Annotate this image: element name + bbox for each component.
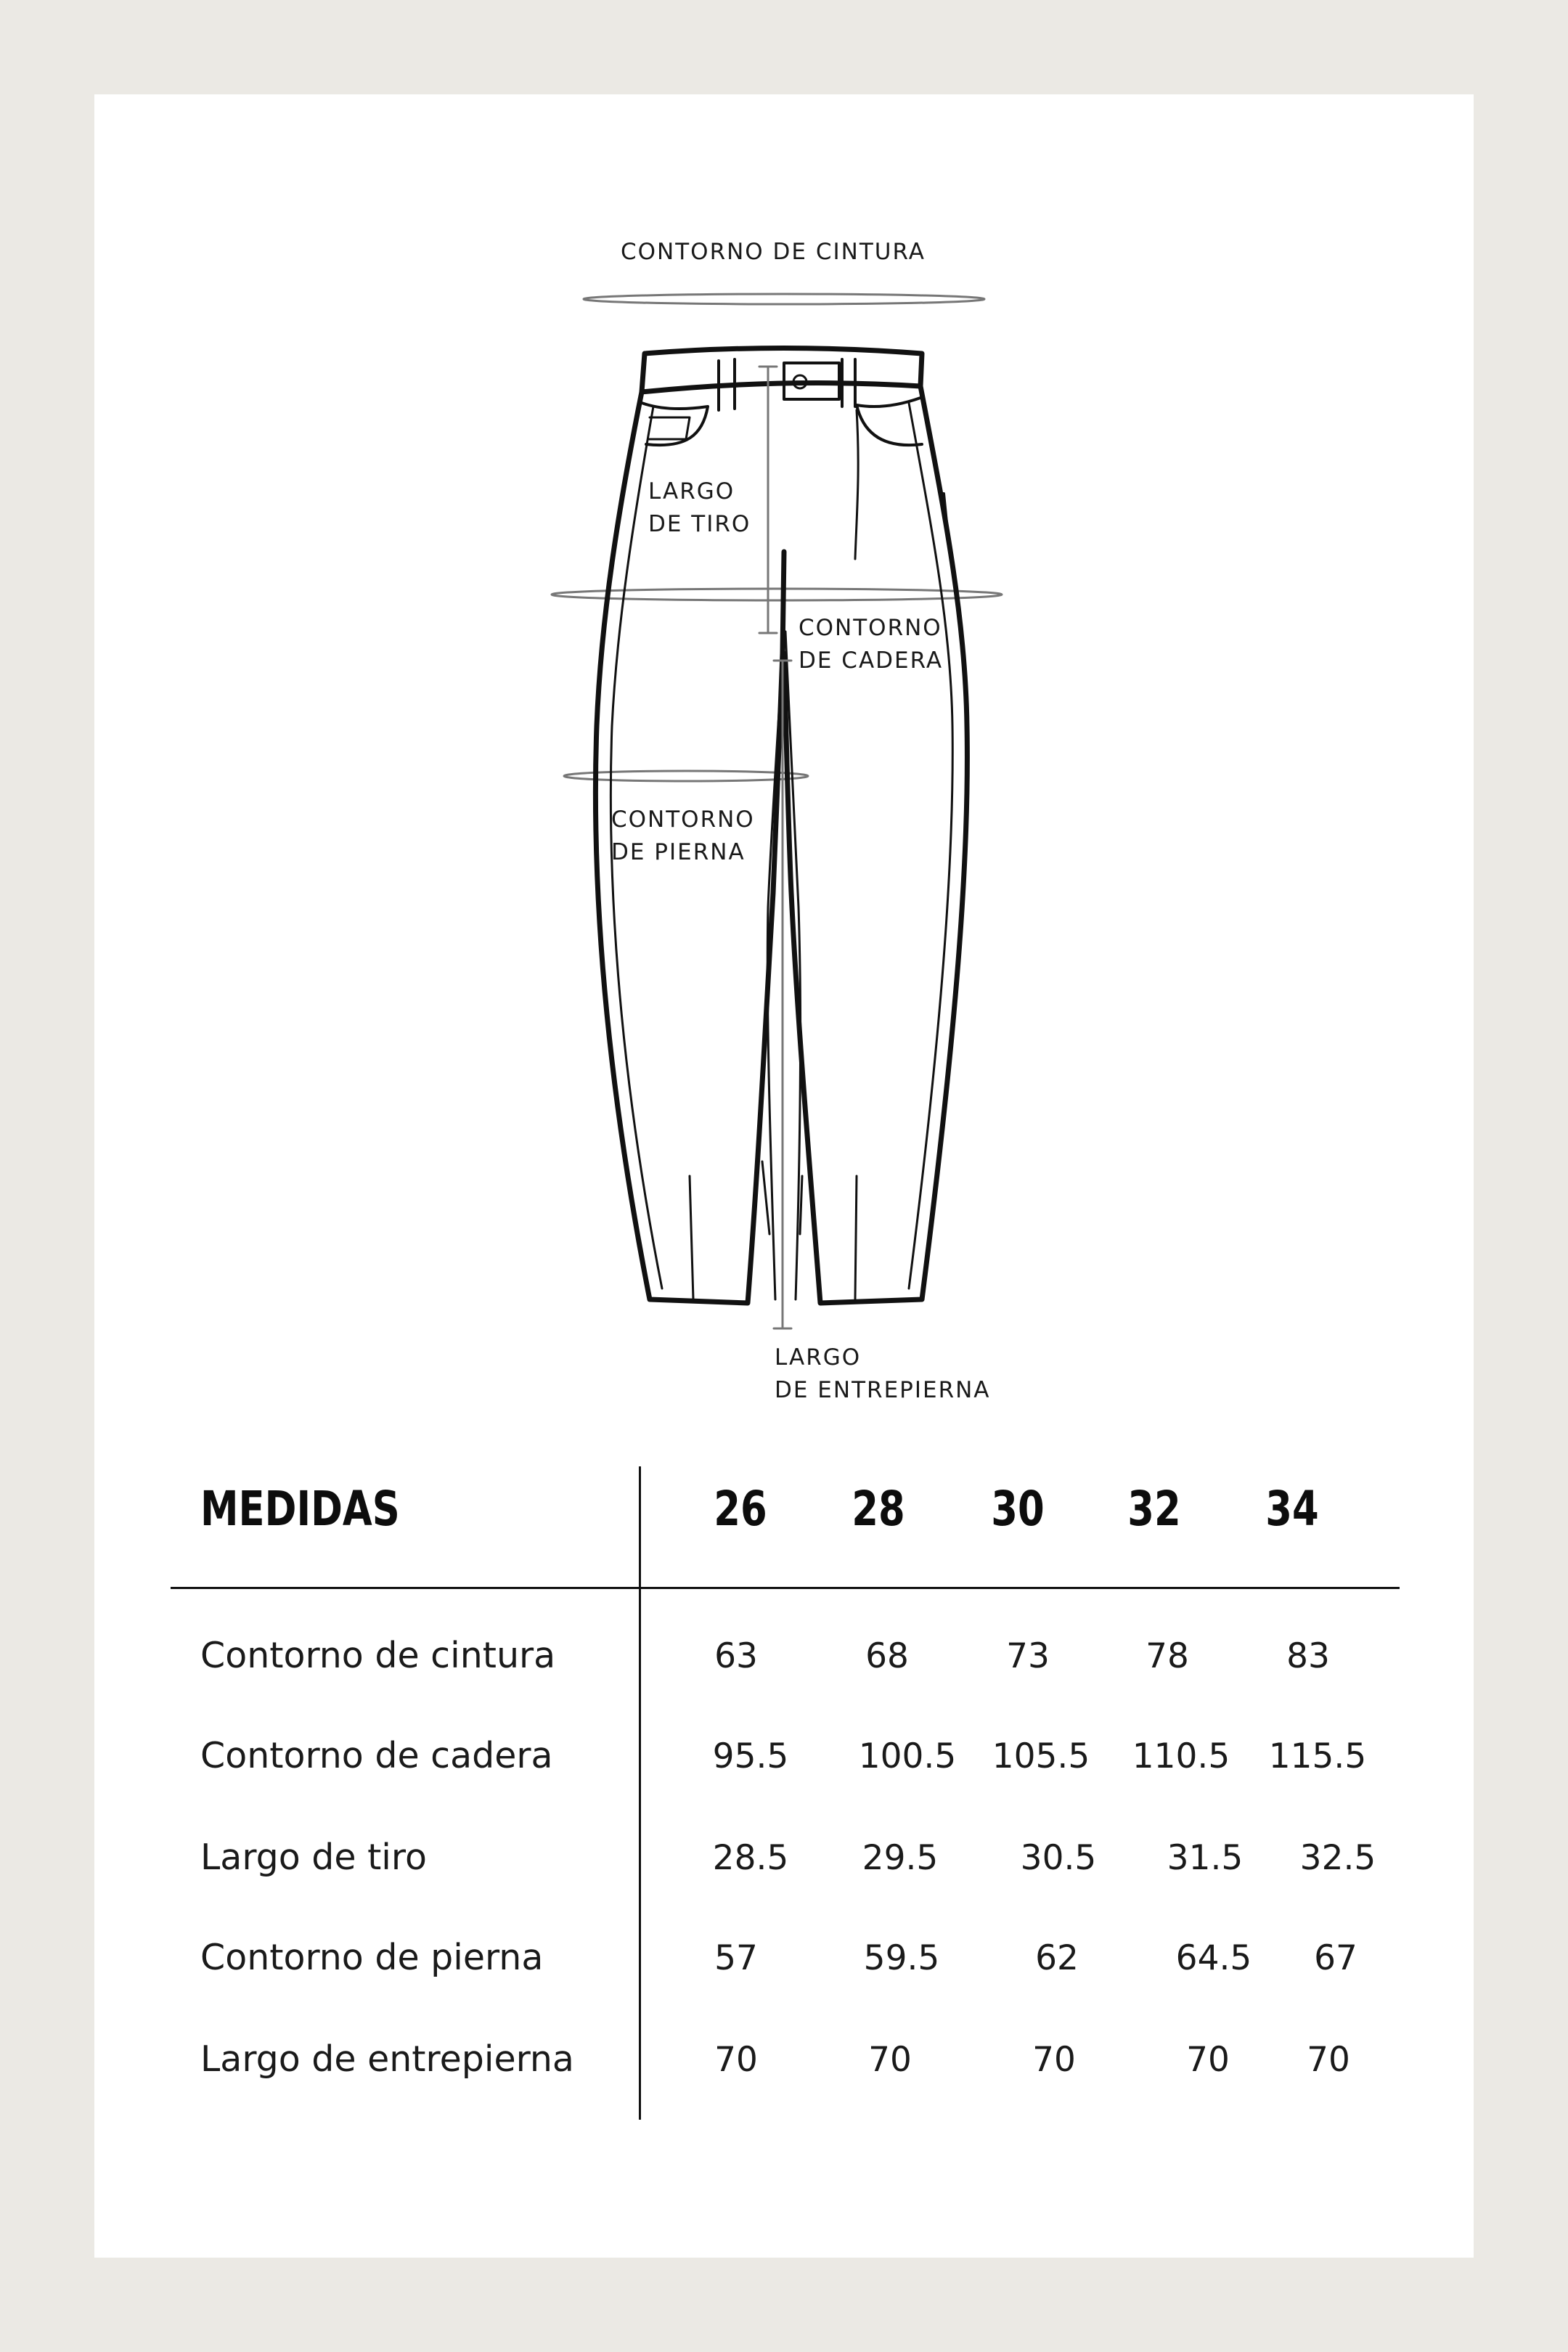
row-label: Contorno de pierna bbox=[200, 1937, 544, 1978]
table-divider-vertical bbox=[639, 1466, 641, 2120]
rise-label-line1: LARGO bbox=[648, 478, 735, 505]
row-label: Contorno de cadera bbox=[200, 1735, 553, 1776]
rise-label-line2: DE TIRO bbox=[648, 511, 751, 537]
table-cell: 67 bbox=[1314, 1938, 1357, 1978]
table-cell: 59.5 bbox=[863, 1938, 940, 1978]
table-cell: 73 bbox=[1006, 1636, 1050, 1676]
size-header: 28 bbox=[852, 1481, 905, 1537]
hip-label bbox=[799, 612, 943, 677]
table-cell: 70 bbox=[1186, 2040, 1230, 2080]
table-cell: 70 bbox=[868, 2040, 912, 2080]
table-cell: 31.5 bbox=[1167, 1838, 1244, 1878]
size-header: 34 bbox=[1265, 1481, 1319, 1537]
table-cell: 70 bbox=[1307, 2040, 1350, 2080]
table-heading: MEDIDAS bbox=[200, 1481, 400, 1537]
table-cell: 62 bbox=[1035, 1938, 1079, 1978]
table-cell: 70 bbox=[1032, 2040, 1076, 2080]
inseam-label bbox=[775, 1342, 991, 1407]
rise-label bbox=[648, 475, 751, 541]
inseam-label-line2: DE ENTREPIERNA bbox=[775, 1377, 991, 1403]
table-cell: 83 bbox=[1286, 1636, 1330, 1676]
size-header: 32 bbox=[1127, 1481, 1181, 1537]
size-header: 26 bbox=[714, 1481, 767, 1537]
leg-label-line1: CONTORNO bbox=[611, 807, 755, 833]
table-cell: 30.5 bbox=[1020, 1838, 1097, 1878]
table-cell: 115.5 bbox=[1268, 1736, 1367, 1776]
table-cell: 63 bbox=[714, 1636, 758, 1676]
table-cell: 28.5 bbox=[712, 1838, 789, 1878]
table-cell: 105.5 bbox=[992, 1736, 1090, 1776]
leg-measure-line bbox=[564, 771, 808, 781]
rise-measure-line bbox=[759, 367, 777, 633]
hip-label-line2: DE CADERA bbox=[799, 648, 944, 674]
table-divider-horizontal bbox=[171, 1587, 1400, 1589]
table-cell: 78 bbox=[1146, 1636, 1189, 1676]
inseam-label-line1: LARGO bbox=[775, 1344, 862, 1371]
right-leg-outline bbox=[784, 386, 967, 1303]
table-cell: 95.5 bbox=[712, 1736, 789, 1776]
waist-label: CONTORNO DE CINTURA bbox=[621, 239, 926, 265]
row-label: Contorno de cintura bbox=[200, 1635, 556, 1676]
table-cell: 57 bbox=[714, 1938, 758, 1978]
size-header: 30 bbox=[991, 1481, 1045, 1537]
waistband bbox=[642, 348, 922, 393]
leg-label-line2: DE PIERNA bbox=[611, 839, 746, 865]
table-cell: 32.5 bbox=[1299, 1838, 1376, 1878]
table-cell: 70 bbox=[714, 2040, 758, 2080]
table-cell: 29.5 bbox=[862, 1838, 939, 1878]
row-label: Largo de tiro bbox=[200, 1837, 427, 1878]
table-cell: 100.5 bbox=[858, 1736, 957, 1776]
table-cell: 68 bbox=[865, 1636, 909, 1676]
hip-label-line1: CONTORNO bbox=[799, 615, 942, 641]
table-cell: 64.5 bbox=[1175, 1938, 1252, 1978]
row-label: Largo de entrepierna bbox=[200, 2038, 574, 2080]
leg-label bbox=[611, 804, 755, 869]
hip-measure-line bbox=[552, 589, 1002, 600]
table-cell: 110.5 bbox=[1132, 1736, 1230, 1776]
waist-measure-line bbox=[584, 294, 984, 304]
